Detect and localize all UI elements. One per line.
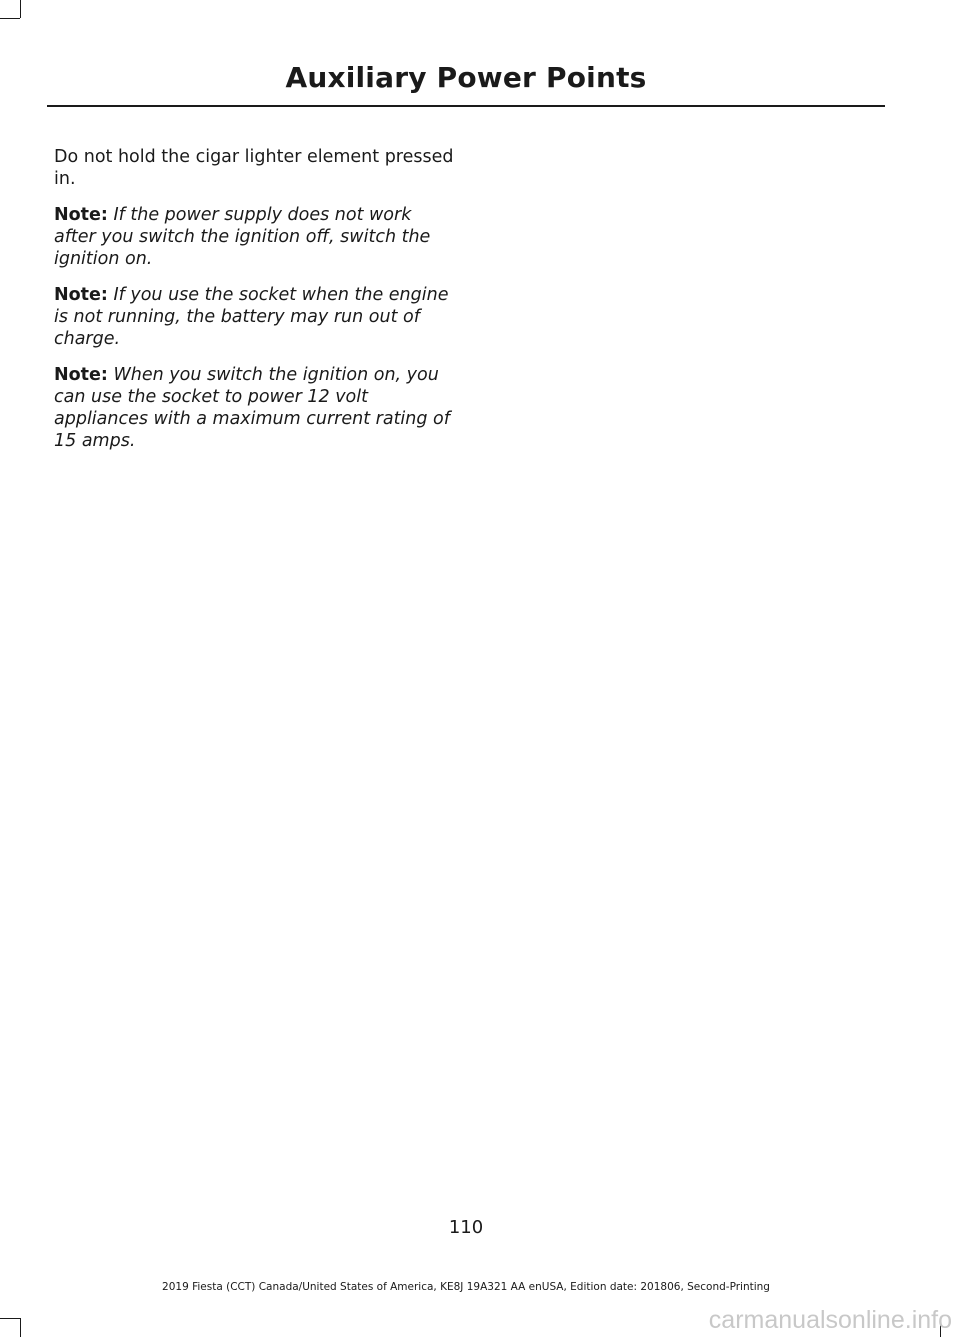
edition-footer: 2019 Fiesta (CCT) Canada/United States of America, KE8J 19A321 AA enUSA, Edition date: 201806, Second-Printing [162, 1281, 770, 1293]
note-label: Note: [54, 285, 108, 305]
page-number: 110 [448, 1217, 484, 1238]
note-text: If the power supply does not work after you switch the ignition off, switch the ignition on. [54, 205, 431, 269]
note-text: If you use the socket when the engine is not running, the battery may run out of charge. [54, 285, 449, 349]
note-paragraph [54, 204, 454, 270]
crop-mark-bottom-left [20, 1318, 21, 1337]
title-divider [47, 105, 885, 107]
note-text: When you switch the ignition on, you can use the socket to power 12 volt appliances with a maximum current rating of 15 amps. [54, 365, 450, 451]
page-content [54, 146, 454, 466]
crop-mark-top-left [20, 0, 21, 18]
page-title: Auxiliary Power Points [285, 61, 647, 94]
note-label: Note: [54, 365, 108, 385]
crop-mark-top-left-horizontal [0, 18, 20, 19]
intro-paragraph: Do not hold the cigar lighter element pressed in. [54, 147, 454, 189]
note-paragraph [54, 364, 454, 452]
watermark-logo: carmanualsonline.info [708, 1306, 952, 1334]
crop-mark-bottom-left-horizontal [0, 1318, 20, 1319]
note-paragraph [54, 284, 454, 350]
note-label: Note: [54, 205, 108, 225]
